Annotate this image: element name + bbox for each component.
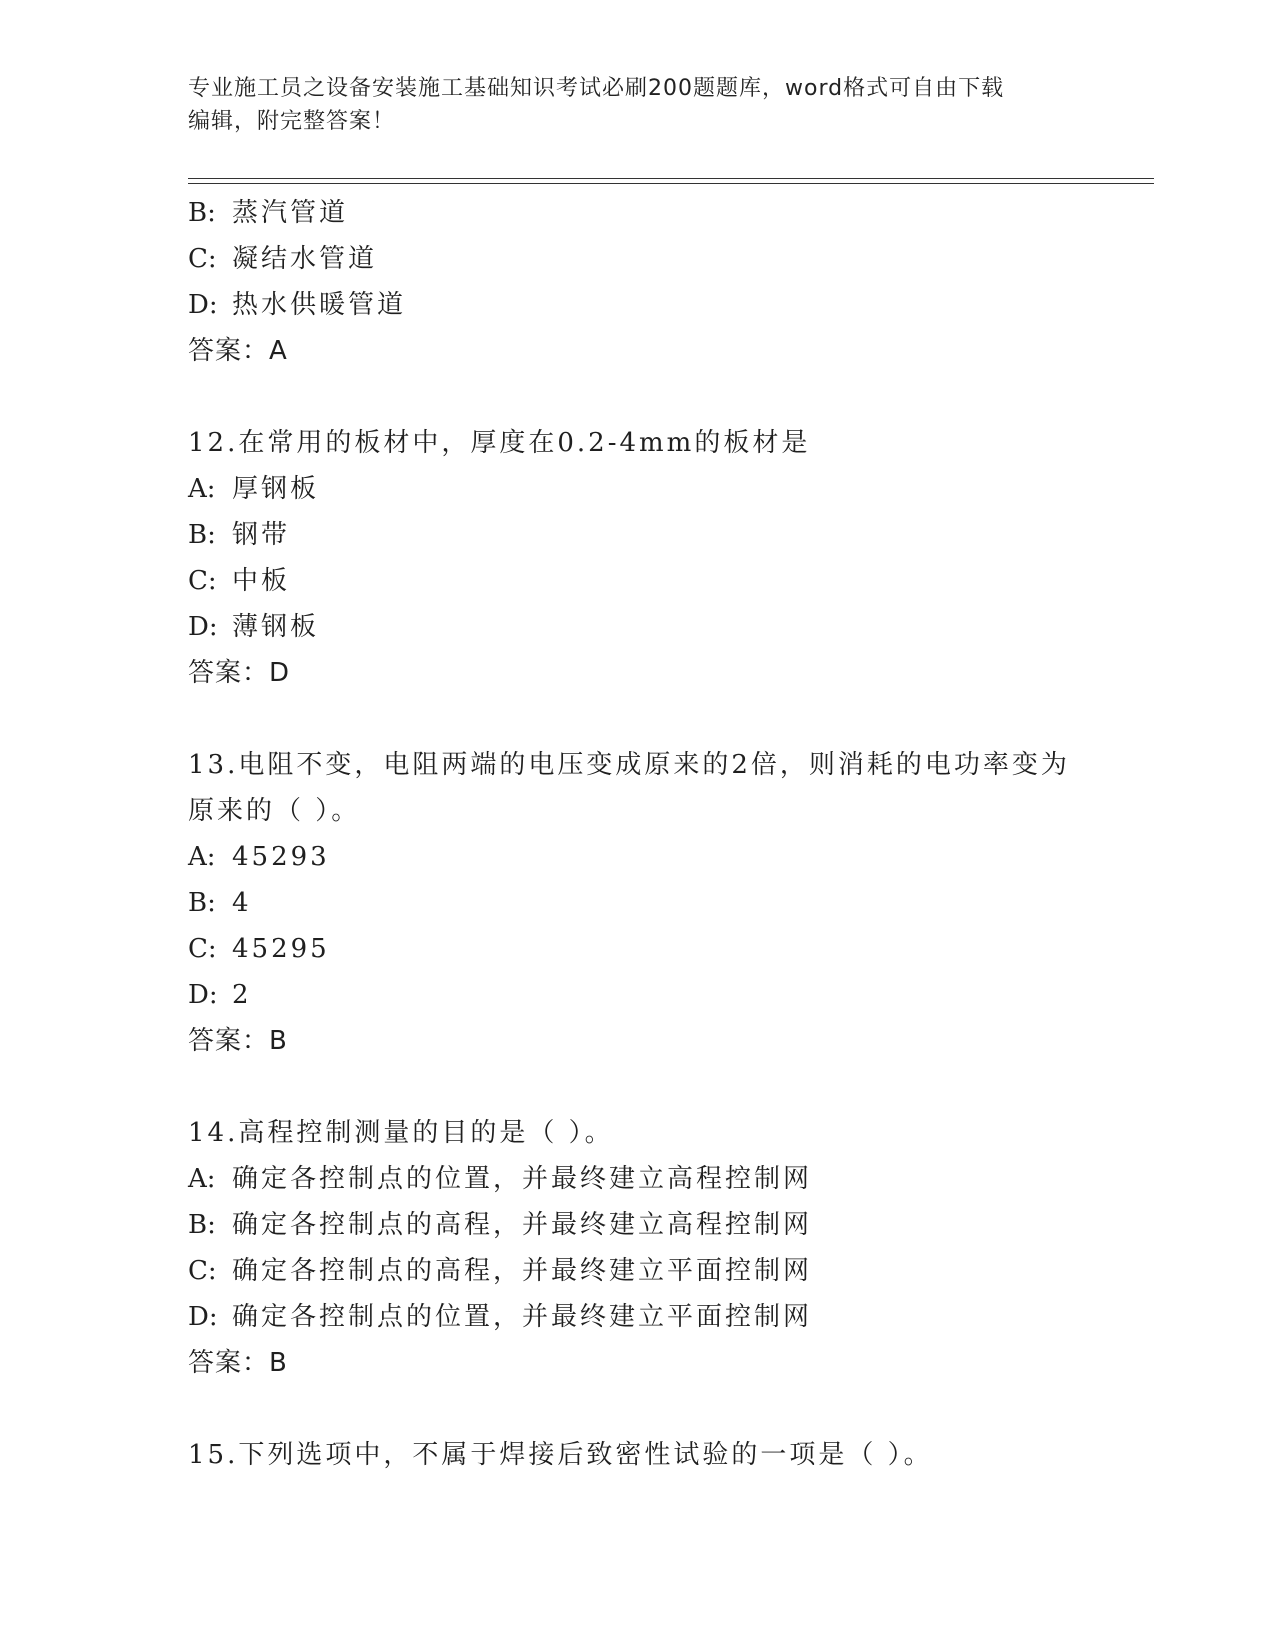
option-b [188, 1202, 1138, 1248]
spacer [188, 1386, 1138, 1432]
option-key: D: [188, 290, 218, 320]
option-key: A: [188, 842, 216, 872]
option-d [188, 282, 1138, 328]
question-15 [188, 1432, 1138, 1478]
option-text: 厚钢板 [232, 474, 320, 504]
question-stem: 14.高程控制测量的目的是（ ）。 [188, 1118, 614, 1148]
question-11 [188, 190, 1138, 374]
option-text: 热水供暖管道 [232, 290, 407, 320]
question-13 [188, 742, 1138, 1064]
option-text: 薄钢板 [232, 612, 320, 642]
option-c [188, 926, 1138, 972]
option-b [188, 880, 1138, 926]
option-key: A: [188, 474, 216, 504]
answer: 答案：B [188, 1026, 288, 1056]
header-line-2: 编辑，附完整答案！ [188, 109, 396, 134]
option-text: 确定各控制点的高程，并最终建立高程控制网 [232, 1210, 813, 1240]
answer: 答案：B [188, 1348, 288, 1378]
option-text: 中板 [232, 566, 291, 596]
option-text: 蒸汽管道 [232, 198, 349, 228]
option-text: 钢带 [232, 520, 291, 550]
option-text: 确定各控制点的高程，并最终建立平面控制网 [232, 1256, 813, 1286]
answer: 答案：A [188, 336, 288, 366]
option-d [188, 972, 1138, 1018]
option-text: 确定各控制点的位置，并最终建立高程控制网 [232, 1164, 813, 1194]
option-key: C: [188, 1256, 217, 1286]
header-rule-top [188, 178, 1154, 179]
header-rule-bottom [188, 183, 1154, 184]
option-text: 凝结水管道 [232, 244, 378, 274]
option-key: D: [188, 612, 218, 642]
option-text: 45293 [232, 842, 330, 872]
option-a [188, 834, 1138, 880]
option-key: B: [188, 888, 216, 918]
question-stem: 12.在常用的板材中，厚度在0.2-4mm的板材是 [188, 428, 811, 458]
header-line-1: 专业施工员之设备安装施工基础知识考试必刷200题题库，word格式可自由下载 [188, 76, 1005, 101]
option-key: B: [188, 1210, 216, 1240]
option-key: C: [188, 244, 217, 274]
option-key: A: [188, 1164, 216, 1194]
question-12 [188, 420, 1138, 696]
option-key: C: [188, 566, 217, 596]
option-d [188, 1294, 1138, 1340]
option-c [188, 1248, 1138, 1294]
spacer [188, 1064, 1138, 1110]
question-stem: 15.下列选项中，不属于焊接后致密性试验的一项是（ ）。 [188, 1440, 933, 1470]
option-key: B: [188, 520, 216, 550]
option-d [188, 604, 1138, 650]
document-header [188, 72, 1088, 138]
option-text: 确定各控制点的位置，并最终建立平面控制网 [232, 1302, 813, 1332]
spacer [188, 374, 1138, 420]
option-key: D: [188, 1302, 218, 1332]
option-text: 2 [232, 980, 252, 1010]
option-a [188, 1156, 1138, 1202]
option-c [188, 558, 1138, 604]
answer: 答案：D [188, 658, 291, 688]
spacer [188, 696, 1138, 742]
option-key: B: [188, 198, 216, 228]
option-key: D: [188, 980, 218, 1010]
question-stem: 13.电阻不变，电阻两端的电压变成原来的2倍，则消耗的电功率变为 [188, 750, 1070, 780]
option-b [188, 190, 1138, 236]
question-list [188, 190, 1138, 1478]
option-a [188, 466, 1138, 512]
option-b [188, 512, 1138, 558]
question-14 [188, 1110, 1138, 1386]
option-key: C: [188, 934, 217, 964]
question-stem-continued: 原来的（ ）。 [188, 796, 361, 826]
option-c [188, 236, 1138, 282]
option-text: 45295 [232, 934, 330, 964]
option-text: 4 [232, 888, 252, 918]
